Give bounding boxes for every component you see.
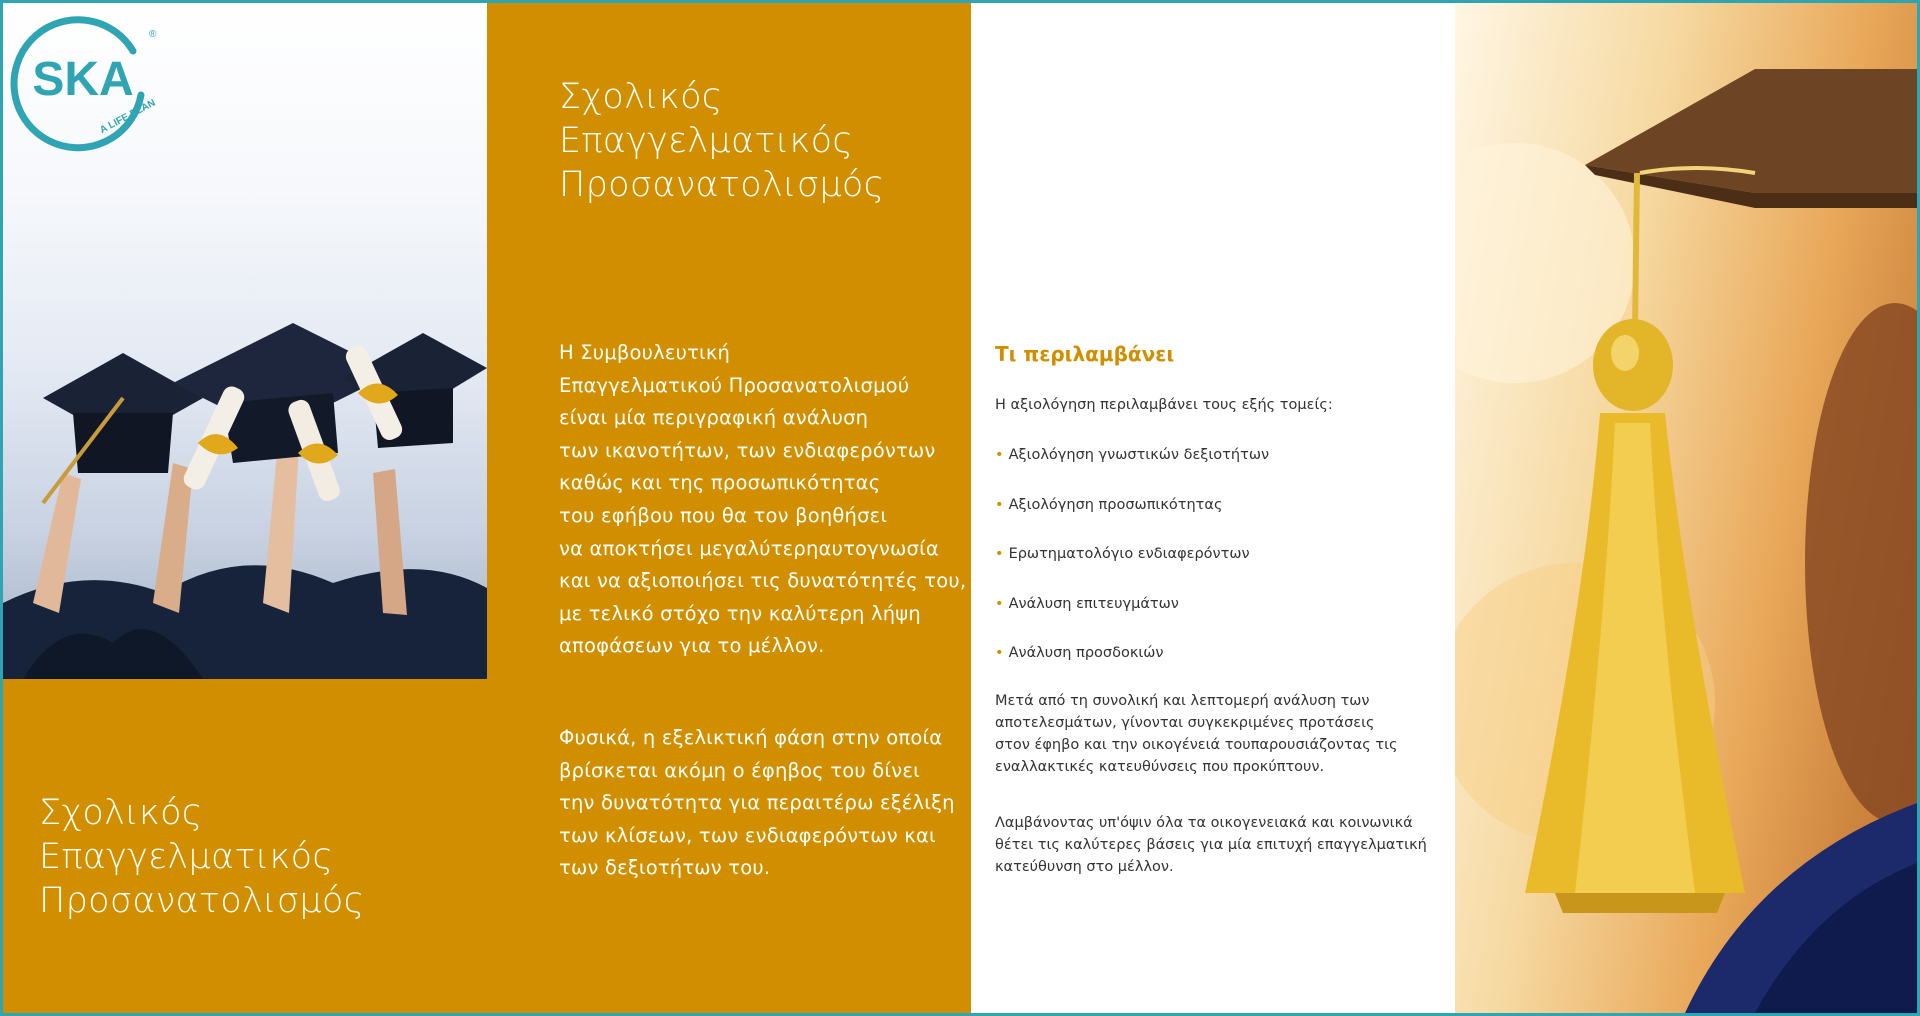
intro-paragraph-2: Φυσικά, η εξελικτική φάση στην οποία βρίσκεται ακόμη ο έφηβος του δίνει την δυνατότητα για περαιτέρω εξέλιξη των κλίσεων, των ενδιαφερόντων και των δεξιοτήτων του. [559,726,955,880]
includes-list [995,445,1269,693]
includes-heading: Τι περιλαμβάνει [995,342,1175,366]
list-item: • Ερωτηματολόγιο ενδιαφερόντων [995,546,1250,562]
results-paragraph: Μετά από τη συνολική και λεπτομερή ανάλυση των αποτελεσμάτων, γίνονται συγκεκριμένες προτάσεις στον έφηβο και την οικογένειά τουπαρουσιάζοντας τις εναλλακτικές κατευθύνσεις που προκύπτουν. [995,693,1398,775]
bullet-icon: • [995,595,1004,612]
closing-paragraph: Λαμβάνοντας υπ'όψιν όλα τα οικογενειακά και κοινωνικά θέτει τις καλύτερες βάσεις για μία επιτυχή επαγγελματική κατεύθυνση στο μέλλον. [995,815,1427,875]
intro-title [559,75,884,207]
graduation-caps-photo [3,3,487,679]
bullet-icon: • [995,645,1004,661]
ska-logo [3,3,163,163]
logo-wordmark: SKA [32,53,134,106]
cover-title [39,791,364,923]
intro-title-line: Επαγγελματικός [559,121,854,161]
list-item: • Ανάλυση προσδοκιών [995,645,1164,661]
includes-panel [971,3,1455,1013]
tassel-photo [1455,3,1917,1013]
intro-panel [487,3,971,1013]
cover-panel [3,3,487,1013]
list-item: • Αξιολόγηση προσωπικότητας [995,496,1223,513]
registered-mark: ® [149,29,157,40]
logo-tagline: A LIFE PLAN [98,97,158,137]
bullet-icon: • [995,496,1004,513]
bullet-icon: • [995,546,1004,562]
list-item: • Αξιολόγηση γνωστικών δεξιοτήτων [995,447,1270,463]
list-item: • Ανάλυση επιτευγμάτων [995,595,1179,612]
includes-intro: Η αξιολόγηση περιλαμβάνει τους εξής τομείς: [995,397,1333,413]
intro-paragraph-1: Η Συμβουλευτική Επαγγελματικού Προσανατολισμού είναι μία περιγραφική ανάλυση των ικανοτήτων, των ενδιαφερόντων καθώς και της προσωπικότητας του εφήβου που θα τον βοηθήσει να αποκτήσει μεγαλύτερηαυτογνωσία και να αξιοποιήσει τις δυνατότητές του, με τελικό στόχο την καλύτερη λήψη αποφάσεων για το μέλλον. [559,341,967,658]
graduation-tassel-illustration [1455,3,1917,1013]
cover-title-line: Προσανατολισμός [39,881,365,921]
intro-title-line: Σχολικός [559,77,723,117]
intro-title-line: Προσανατολισμός [559,165,885,205]
cover-title-line: Επαγγελματικός [39,837,334,877]
bullet-icon: • [995,447,1004,463]
cover-title-line: Σχολικός [39,793,203,833]
